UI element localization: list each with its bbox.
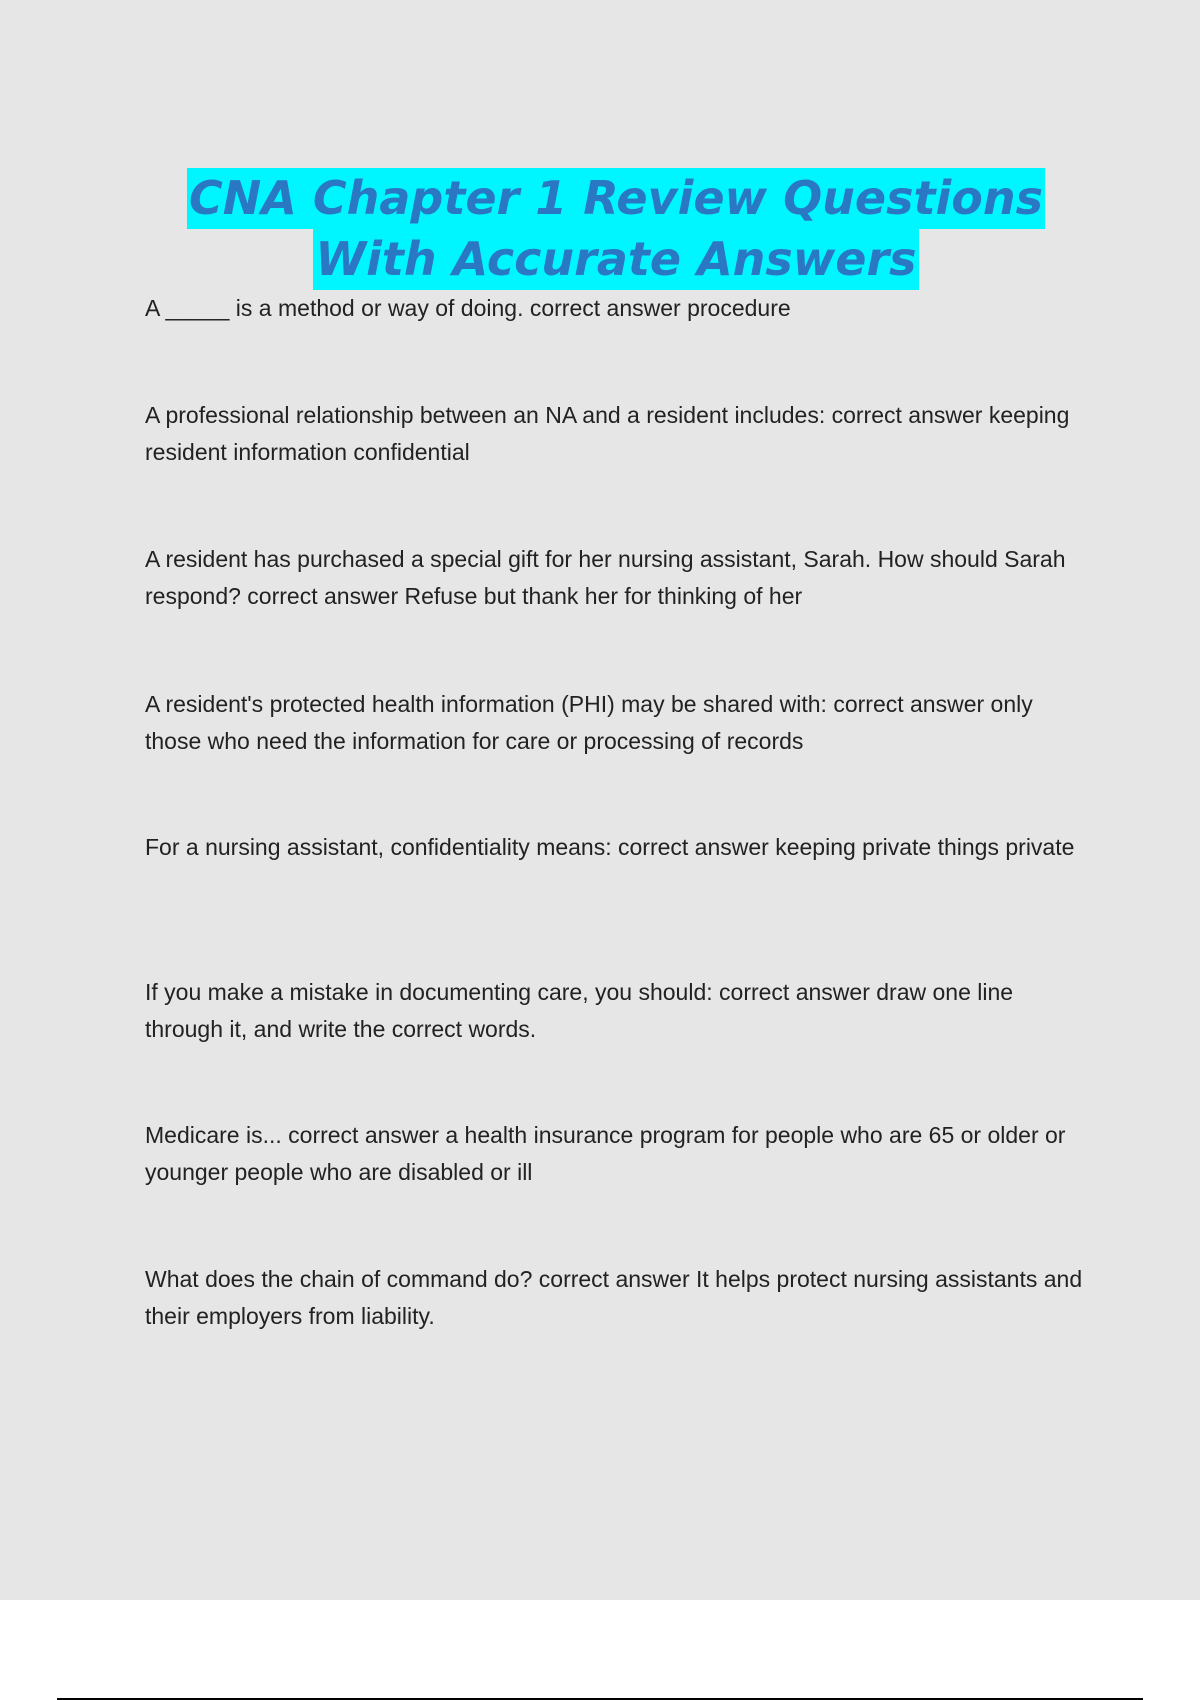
title-line-2: With Accurate Answers bbox=[313, 229, 918, 290]
qa-item: Medicare is... correct answer a health insurance program for people who are 65 or older or younger people who are disabled or ill bbox=[145, 1122, 1066, 1185]
title-line-1: CNA Chapter 1 Review Questions bbox=[187, 168, 1045, 229]
document-title bbox=[0, 168, 1200, 290]
qa-item: A _____ is a method or way of doing. correct answer procedure bbox=[145, 295, 791, 321]
qa-item: A resident's protected health information (PHI) may be shared with: correct answer only those who need the information for care or processing of records bbox=[145, 691, 1033, 754]
qa-item: What does the chain of command do? correct answer It helps protect nursing assistants and their employers from liability. bbox=[145, 1266, 1083, 1329]
qa-item: A resident has purchased a special gift for her nursing assistant, Sarah. How should Sarah respond? correct answer Refuse but thank her for thinking of her bbox=[145, 546, 1066, 609]
qa-item: For a nursing assistant, confidentiality means: correct answer keeping private things private bbox=[145, 834, 1075, 860]
qa-item: If you make a mistake in documenting care, you should: correct answer draw one line through it, and write the correct words. bbox=[145, 979, 1014, 1042]
qa-item: A professional relationship between an NA and a resident includes: correct answer keeping resident information confidential bbox=[145, 402, 1070, 465]
